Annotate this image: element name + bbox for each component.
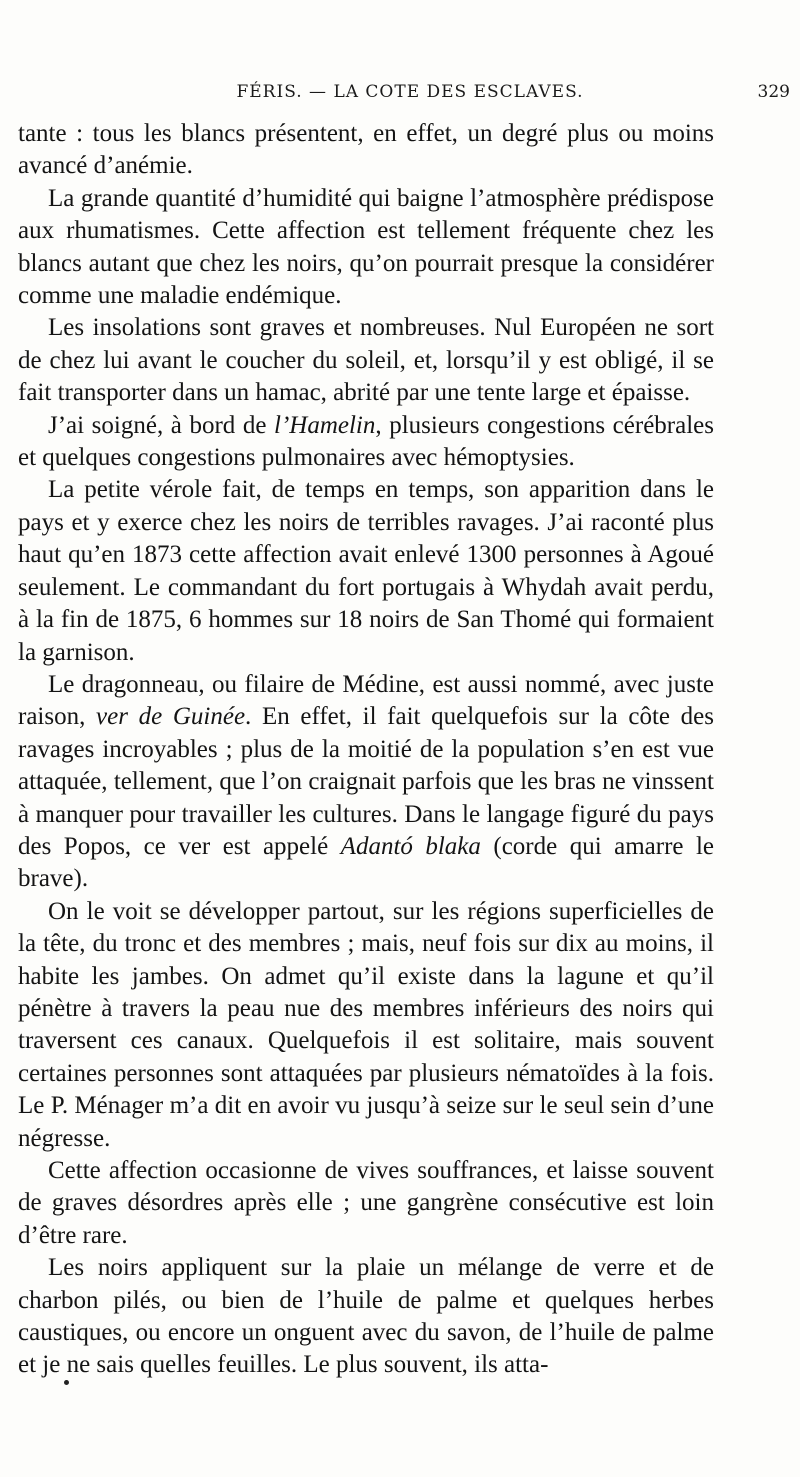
paragraph (18, 1155, 714, 1252)
paragraph (18, 1252, 714, 1382)
print-speck (64, 1380, 69, 1385)
paragraph-text: (corde qui amarre le brave). (18, 832, 715, 893)
paragraph-text: , plusieurs congestions cérébrales et quelques congestions pulmonaires avec hémoptysies. (18, 411, 714, 472)
paragraph-text: Le dragonneau, ou filaire de Médine, est aussi nommé, avec juste raison, (18, 670, 714, 731)
paragraph-text: Les insolations sont graves et nombreuses. Nul Européen ne sort de chez lui avant le coucher du soleil, et, lorsqu’il y est obligé, il se fait transporter dans un hamac, abrité par une tente large et épaisse. (18, 314, 714, 407)
paragraph-text: J’ai soigné, à bord de (48, 411, 275, 439)
running-head: FÉRIS. — LA COTE DES ESCLAVES. (236, 82, 584, 102)
paragraph-text: La grande quantité d’humidité qui baigne l’atmosphère prédispose aux rhumatismes. Cette affection est tellement fréquente chez les blancs autant que chez les noirs, qu’on pourrait presque la considérer comme une maladie endémique. (18, 184, 714, 310)
paragraph-text: La petite vérole fait, de temps en temps, son apparition dans le pays et y exerce chez les noirs de terribles ravages. J’ai raconté plus haut qu’en 1873 cette affection avait enlevé 1300 personnes à Agoué seulement. Le commandant du fort portugais à Whydah avait perdu, à la fin de 1875, 6 hommes sur 18 noirs de San Thomé qui formaient la garnison. (18, 476, 714, 666)
body-text (18, 118, 714, 1382)
italic-text: ver de Guinée (96, 703, 246, 731)
paragraph (18, 896, 714, 1155)
paragraph-text: tante : tous les blancs présentent, en effet, un degré plus ou moins avancé d’anémie. (18, 120, 714, 180)
paragraph (18, 118, 714, 183)
paragraph (18, 669, 714, 896)
italic-text: Adantó blaka (340, 832, 481, 860)
paragraph (18, 474, 714, 668)
page-header (100, 74, 800, 114)
italic-text: l’Hamelin (274, 411, 376, 439)
paragraph-text: Cette affection occasionne de vives souffrances, et laisse souvent de graves désordres après elle ; une gangrène consécutive est loin d’être rare. (18, 1157, 714, 1249)
paragraph-text: Les noirs appliquent sur la plaie un mélange de verre et de charbon pilés, ou bien de l’huile de palme et quelques herbes caustiques, ou encore un onguent avec du savon, de l’huile de palme et je ne sais quelles feuilles. Le plus souvent, ils atta- (18, 1254, 714, 1379)
page-number: 329 (757, 82, 790, 102)
paragraph (18, 312, 714, 409)
paragraph (18, 410, 714, 475)
paragraph-text: On le voit se développer partout, sur les régions superficielles de la tête, du tronc et des membres ; mais, neuf fois sur dix au moins, il habite les jambes. On admet qu’il existe dans la lagune et qu’il pénètre à travers la peau nue des membres inférieurs des noirs qui traversent ces canaux. Quelquefois il est solitaire, mais souvent certaines personnes sont attaquées par plusieurs nématoïdes à la fois. Le P. Ménager m’a dit en avoir vu jusqu’à seize sur le seul sein d’une négresse. (18, 897, 714, 1152)
paragraph (18, 183, 714, 313)
paragraph-text: . En effet, il fait quelquefois sur la côte des ravages incroyables ; plus de la moitié de la population s’en est vue attaquée, tellement, que l’on craignait parfois que les bras ne vinssent à manquer pour travailler les cultures. Dans le langage figuré du pays des Popos, ce ver est appelé (18, 703, 714, 860)
